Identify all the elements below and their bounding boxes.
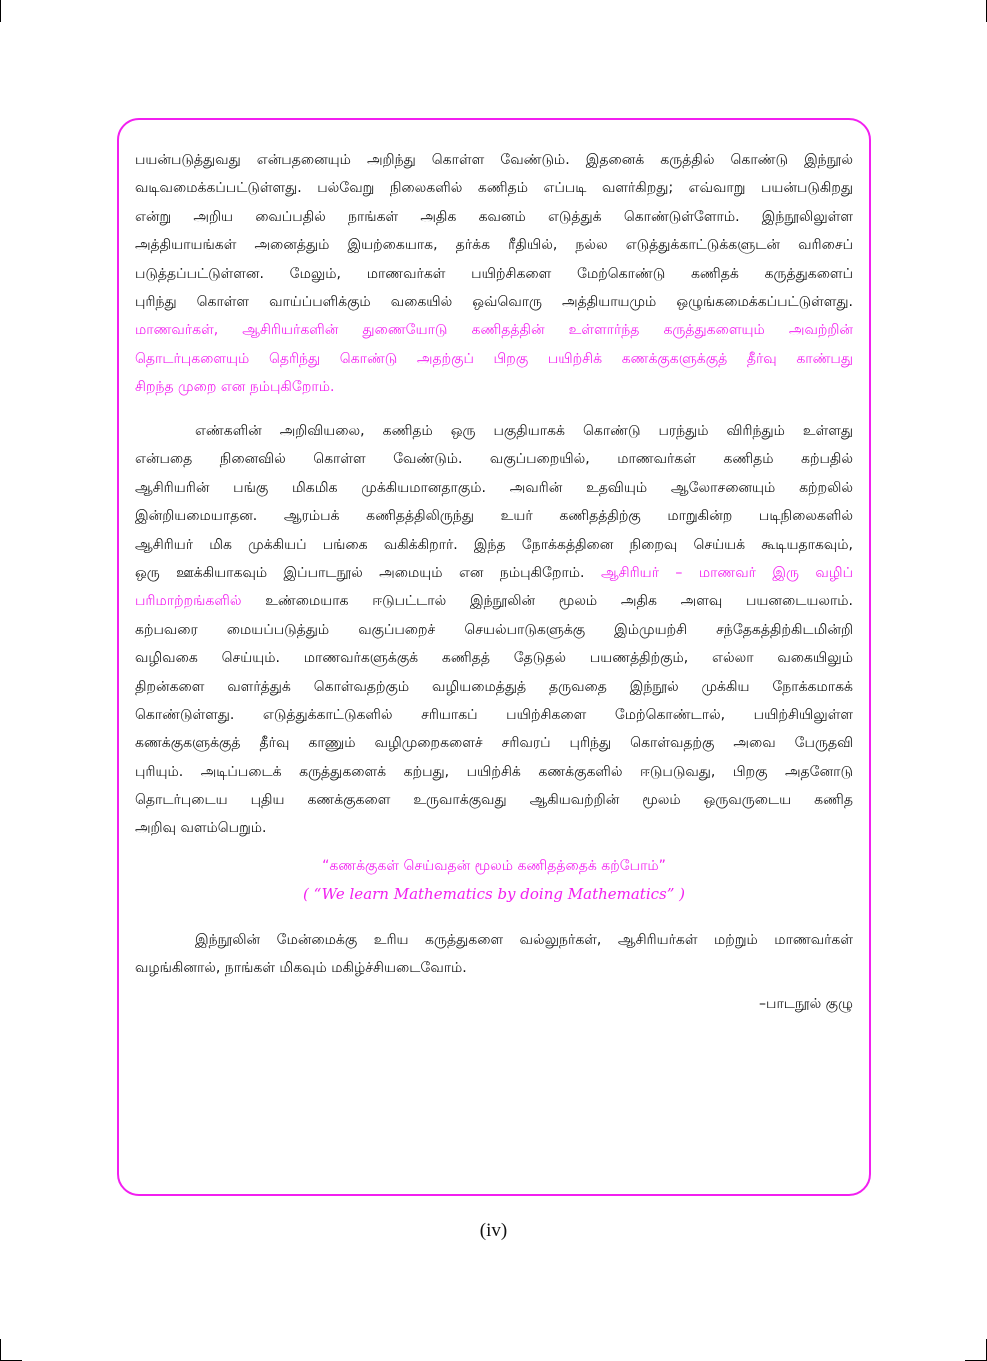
text-line <box>135 926 853 954</box>
text-line <box>135 559 853 587</box>
body-text: வழிவகை செய்யும். மாணவர்களுக்குக் கணிதத் தேடுதல் பயணத்திற்கும், எல்லா வகையிலும் <box>135 650 853 667</box>
body-text: புரிந்து கொள்ள வாய்ப்பளிக்கும் வகையில் ஒவ்வொரு அத்தியாயமும் ஒழுங்கமைக்கப்பட்டுள்ளது. <box>135 293 853 310</box>
body-text: அறிவு வளம்பெறும். <box>135 820 267 837</box>
body-text: வடிவமைக்கப்பட்டுள்ளது. பல்வேறு நிலைகளில் கணிதம் எப்படி வளர்கிறது; எவ்வாறு பயன்படுகிறது <box>135 180 853 197</box>
text-line <box>135 531 853 559</box>
text-line <box>135 260 853 288</box>
quote-english: ( “We learn Mathematics by doing Mathematics” ) <box>302 885 686 903</box>
body-text: இந்நூலின் மேன்மைக்கு உரிய கருத்துகளை வல்லுநர்கள், ஆசிரியர்கள் மற்றும் மாணவர்கள் <box>195 932 853 948</box>
body-text: என்று அறிய வைப்பதில் நாங்கள் அதிக கவனம் எடுத்துக் கொண்டுள்ளோம். இந்நூலிலுள்ள <box>135 208 853 225</box>
body-text: என்பதை நினைவில் கொள்ள வேண்டும். வகுப்பறையில், மாணவர்கள் கணிதம் கற்பதில் <box>135 451 853 468</box>
body-text: உண்மையாக ஈடுபட்டால் இந்நூலின் மூலம் அதிக அளவு பயனடையலாம். <box>265 593 853 610</box>
text-line <box>135 174 853 202</box>
paragraph-1 <box>135 146 853 402</box>
text-line <box>135 373 853 401</box>
body-text: இன்றியமையாதன. ஆரம்பக் கணிதத்திலிருந்து உயர் கணிதத்திற்கு மாறுகின்ற படிநிலைகளில் <box>135 508 853 525</box>
quote-tamil: “கணக்குகள் செய்வதன் மூலம் கணிதத்தைக் கற்போம்” <box>322 858 666 874</box>
text-line <box>135 203 853 231</box>
highlighted-text: தொடர்புகளையும் தெரிந்து கொண்டு அதற்குப் பிறகு பயிற்சிக் கணக்குகளுக்குத் தீர்வு காண்பது <box>135 350 853 367</box>
highlighted-text: சிறந்த முறை என நம்புகிறோம். <box>135 379 335 396</box>
highlighted-text: மாணவர்கள், ஆசிரியர்களின் துணையோடு கணிதத்தின் உள்ளார்ந்த கருத்துகளையும் அவற்றின் <box>135 322 853 339</box>
crop-mark <box>0 1339 1 1361</box>
body-text: கற்பவரை மையப்படுத்தும் வகுப்பறைச் செயல்பாடுகளுக்கு இம்முயற்சி சந்தேகத்திற்கிடமின்றி <box>135 621 853 638</box>
text-line <box>135 587 853 615</box>
body-text: படுத்தப்பட்டுள்ளன. மேலும், மாணவர்கள் பயிற்சிகளை மேற்கொண்டு கணிதக் கருத்துகளைப் <box>135 265 853 282</box>
body-text: அத்தியாயங்கள் அனைத்தும் இயற்கையாக, தர்க்க ரீதியில், நல்ல எடுத்துக்காட்டுக்களுடன் வரிசைப் <box>135 237 853 254</box>
text-line <box>135 474 853 502</box>
text-line <box>135 345 853 373</box>
body-text: எண்களின் அறிவியலை, கணிதம் ஒரு பகுதியாகக் கொண்டு பரந்தும் விரிந்தும் உள்ளது <box>195 423 853 439</box>
page-number: (iv) <box>479 1220 508 1241</box>
text-line <box>135 231 853 259</box>
body-text: ஒரு ஊக்கியாகவும் இப்பாடநூல் அமையும் என நம்புகிறோம். <box>135 564 601 581</box>
text-line <box>135 316 853 344</box>
body-text: ஆசிரியர் மிக முக்கியப் பங்கை வகிக்கிறார். இந்த நோக்கத்தினை நிறைவு செய்யக் கூடியதாகவும், <box>135 536 853 553</box>
body-text: வழங்கினால், நாங்கள் மிகவும் மகிழ்ச்சியடைவோம். <box>135 960 467 977</box>
body-text: கொண்டுள்ளது. எடுத்துக்காட்டுகளில் சரியாகப் பயிற்சிகளை மேற்கொண்டால், பயிற்சியிலுள்ள <box>135 706 853 723</box>
text-line <box>135 814 853 842</box>
text-line <box>135 786 853 814</box>
text-line <box>135 502 853 530</box>
text-line <box>135 701 853 729</box>
text-line <box>135 616 853 644</box>
text-line <box>135 417 853 445</box>
body-text: தொடர்புடைய புதிய கணக்குகளை உருவாக்குவது ஆகியவற்றின் மூலம் ஒருவருடைய கணித <box>135 792 853 809</box>
text-line <box>135 673 853 701</box>
paragraph-3 <box>135 926 853 983</box>
highlighted-text: ஆசிரியர் – மாணவர் இரு வழிப் <box>600 564 853 581</box>
body-text: ஆசிரியரின் பங்கு மிகமிக முக்கியமானதாகும். அவரின் உதவியும் ஆலோசனையும் கற்றலில் <box>135 479 853 496</box>
body-text: புரியும். அடிப்படைக் கருத்துகளைக் கற்பது, பயிற்சிக் கணக்குகளில் ஈடுபடுவது, பிறகு அதனோடு <box>135 763 853 780</box>
text-line <box>135 445 853 473</box>
text-line <box>135 288 853 316</box>
highlighted-text: பரிமாற்றங்களில் <box>135 593 266 610</box>
quote <box>135 852 853 908</box>
body-text: பயன்படுத்துவது என்பதனையும் அறிந்து கொள்ள வேண்டும். இதனைக் கருத்தில் கொண்டு இந்நூல் <box>135 152 853 168</box>
crop-mark <box>0 0 1 22</box>
body-text: திறன்களை வளர்த்துக் கொள்வதற்கும் வழியமைத்துத் தருவதை இந்நூல் முக்கிய நோக்கமாகக் <box>135 678 853 695</box>
body-text: கணக்குகளுக்குத் தீர்வு காணும் வழிமுறைகளைச் சரிவரப் புரிந்து கொள்வதற்கு அவை பேருதவி <box>135 735 853 752</box>
text-line <box>135 146 853 174</box>
text-line <box>135 758 853 786</box>
paragraph-2 <box>135 417 853 843</box>
signature: –பாடநூல் குழு <box>759 996 853 1012</box>
text-line <box>135 954 853 982</box>
text-line <box>135 729 853 757</box>
text-line <box>135 644 853 672</box>
